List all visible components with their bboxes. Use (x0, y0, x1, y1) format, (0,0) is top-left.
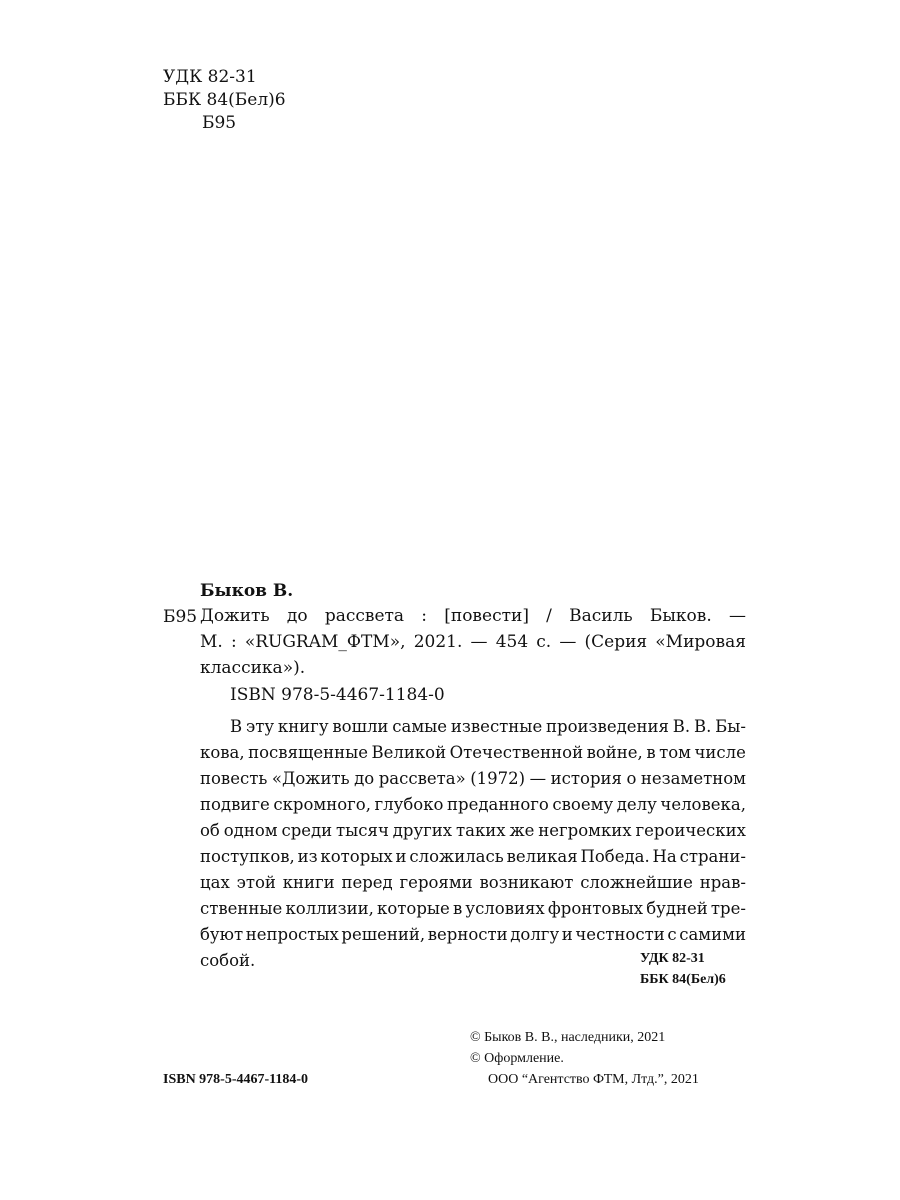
word: — (529, 769, 547, 788)
word: человека, (660, 795, 746, 814)
word: ственные (200, 899, 283, 918)
word: Отечественной (449, 743, 584, 762)
word: героями (399, 873, 473, 892)
word: и (561, 925, 573, 944)
copyright-line-2: © Оформление. (470, 1051, 564, 1066)
word: в (452, 899, 463, 918)
word: тысяч (336, 821, 389, 840)
copyright-line-3: ООО “Агентство ФТМ, Лтд.”, 2021 (488, 1072, 699, 1087)
bibliographic-record (200, 603, 746, 681)
word: негромких (538, 821, 632, 840)
word: тре- (710, 899, 746, 918)
word: повесть (200, 769, 268, 788)
word: произведения (546, 717, 669, 736)
word: эту (245, 717, 275, 736)
word: вошли (332, 717, 389, 736)
word: долгу (510, 925, 560, 944)
word: рассвета» (378, 769, 466, 788)
top-classification (163, 66, 286, 135)
word: делу (616, 795, 657, 814)
word: Василь (569, 606, 633, 626)
word: числе (694, 743, 746, 762)
word: : (421, 606, 428, 626)
word: Дожить (200, 606, 270, 626)
word: / (546, 606, 552, 626)
word: войне, (586, 743, 643, 762)
annotation-line (200, 896, 746, 922)
word: цах (200, 873, 230, 892)
annotation-line (200, 766, 746, 792)
word: же (509, 821, 535, 840)
word: до (354, 769, 375, 788)
word: перед (341, 873, 393, 892)
word: в (646, 743, 656, 762)
word: других (392, 821, 453, 840)
word: На (652, 847, 677, 866)
word: 2021. (413, 632, 463, 652)
word: нрав- (699, 873, 746, 892)
word: которые (377, 899, 450, 918)
word: фронтовых (547, 899, 644, 918)
word: поступков, (200, 847, 295, 866)
word: страни- (679, 847, 746, 866)
word: этой (236, 873, 276, 892)
word: возникают (479, 873, 574, 892)
annotation-line (200, 870, 746, 896)
word: среди (281, 821, 333, 840)
word: посвященные (248, 743, 368, 762)
word: — (728, 606, 746, 626)
word: кова, (200, 743, 245, 762)
annotation-last-line: собой. (200, 951, 256, 970)
word: будней (646, 899, 708, 918)
isbn-bottom: ISBN 978-5-4467-1184-0 (163, 1072, 309, 1087)
word: 454 (495, 632, 529, 652)
word: решений, (341, 925, 426, 944)
word: условиях (465, 899, 545, 918)
top-udk: УДК 82-31 (163, 67, 257, 87)
word: непростых (245, 925, 339, 944)
word: М. (200, 632, 223, 652)
bib-line-2 (200, 629, 746, 655)
word: из (297, 847, 318, 866)
annotation-line (200, 792, 746, 818)
word: незаметном (640, 769, 746, 788)
word: — (470, 632, 488, 652)
word: с. (536, 632, 552, 652)
word: Бы- (715, 717, 746, 736)
word: В. (693, 717, 712, 736)
author-mark: Б95 (163, 607, 198, 627)
word: верности (427, 925, 508, 944)
word: подвиге (200, 795, 270, 814)
word: и (395, 847, 407, 866)
word: рассвета (324, 606, 405, 626)
annotation-line (200, 818, 746, 844)
bottom-classification (640, 948, 726, 990)
author-heading: Быков В. (200, 581, 294, 601)
word: честности (575, 925, 665, 944)
word: «Мировая (655, 632, 746, 652)
word: книгу (277, 717, 329, 736)
word: : (230, 632, 237, 652)
word: [повести] (444, 606, 529, 626)
annotation (200, 714, 746, 974)
copyright-line-1: © Быков В. В., наследники, 2021 (470, 1030, 666, 1045)
word: которых (320, 847, 393, 866)
word: таких (455, 821, 506, 840)
copyright-block (470, 1027, 699, 1090)
word: книги (282, 873, 335, 892)
word: сложилась (409, 847, 504, 866)
word: В. (672, 717, 691, 736)
word: своему (552, 795, 614, 814)
bib-line-3: классика»). (200, 658, 306, 678)
word: до (286, 606, 308, 626)
word: Великой (371, 743, 447, 762)
word: В (230, 717, 243, 736)
word: сложнейшие (580, 873, 693, 892)
word: — (559, 632, 577, 652)
word: (Серия (584, 632, 648, 652)
word: глубоко (374, 795, 444, 814)
annotation-line (200, 844, 746, 870)
word: «RUGRAM_ФТМ», (244, 632, 406, 652)
word: самими (679, 925, 746, 944)
word: с (667, 925, 677, 944)
top-author-code: Б95 (202, 113, 237, 133)
word: преданного (447, 795, 549, 814)
word: том (659, 743, 692, 762)
word: одном (223, 821, 278, 840)
annotation-line (200, 922, 746, 948)
word: героических (635, 821, 746, 840)
word: великая (506, 847, 578, 866)
top-bbk: ББК 84(Бел)6 (163, 90, 286, 110)
bottom-udk: УДК 82-31 (640, 951, 705, 966)
word: скромного, (273, 795, 371, 814)
word: коллизии, (285, 899, 374, 918)
word: «Дожить (271, 769, 350, 788)
word: самые (392, 717, 448, 736)
annotation-line (200, 740, 746, 766)
annotation-line (200, 714, 746, 740)
word: известные (450, 717, 543, 736)
word: об (200, 821, 220, 840)
word: история (550, 769, 622, 788)
word: буют (200, 925, 244, 944)
bottom-bbk: ББК 84(Бел)6 (640, 972, 726, 987)
word: Победа. (580, 847, 650, 866)
bib-line-1 (200, 603, 746, 629)
word: (1972) (470, 769, 526, 788)
isbn-main: ISBN 978-5-4467-1184-0 (230, 685, 445, 705)
word: о (626, 769, 637, 788)
word: Быков. (649, 606, 712, 626)
